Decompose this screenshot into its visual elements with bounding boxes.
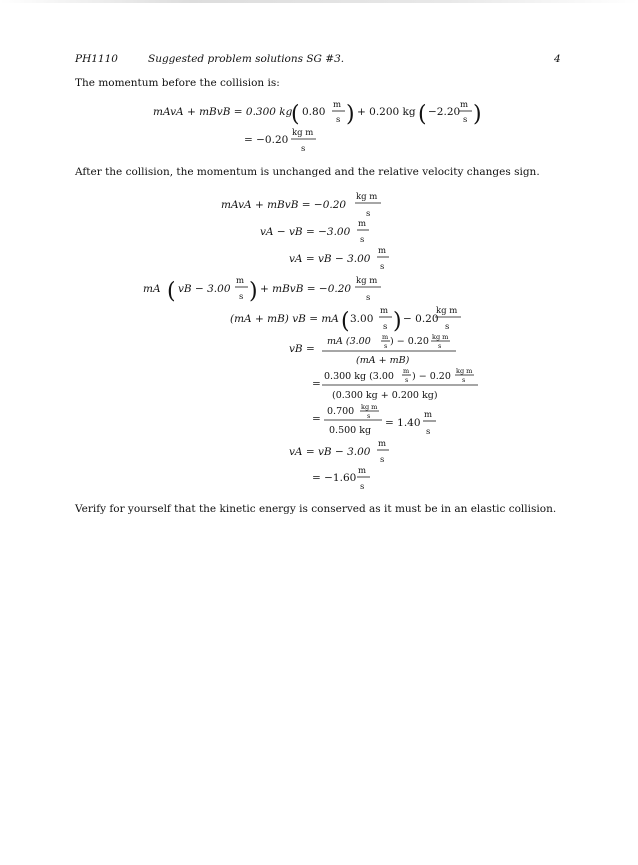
e7-num-a: 0.300 kg (3.00 (324, 371, 394, 382)
eq-va-expression: vA = vB − 3.00 (289, 253, 371, 265)
e8-unit-m: m (424, 410, 433, 420)
e1-unit-s: s (366, 209, 371, 219)
document-title: Suggested problem solutions SG #3. (148, 53, 345, 65)
e8-num: 0.700 (327, 406, 355, 417)
e7-num-b: ) − 0.20 (412, 371, 451, 382)
e3-unit-s: s (380, 262, 385, 272)
page-number: 4 (554, 53, 561, 65)
e9-va: vA = vB − 3.00 (289, 446, 371, 458)
eq1-paren2-close: ) (473, 102, 482, 127)
eq1-res-unit-s: s (301, 144, 306, 154)
momentum-before-equation (153, 100, 482, 154)
eq-relative-velocity: vA − vB = −3.00 (260, 226, 351, 238)
e4-paren-open: ( (167, 279, 176, 304)
e3-unit-m: m (378, 246, 387, 256)
e8-result: = 1.40 (385, 417, 421, 429)
e8-eq: = (312, 413, 321, 425)
e4-rest: + mBvB = −0.20 (260, 283, 352, 295)
e8-unit-kgm: kg m (361, 403, 378, 411)
e5-lhs: (mA + mB) vB = mA (230, 313, 339, 325)
eq1-plus: + 0.200 kg (357, 106, 416, 118)
eq-momentum-after: mAvA + mBvB = −0.20 (221, 199, 347, 211)
e7-unit-kgm: kg m (456, 367, 473, 375)
e4-ma: mA (143, 283, 161, 295)
e6-unit-m: m (382, 333, 389, 341)
e10-unit-m: m (358, 466, 367, 476)
eq1-unit2-m: m (460, 100, 469, 110)
e6-unit-s2: s (438, 342, 442, 350)
e6-lhs: vB = (289, 343, 315, 355)
e6-den: (mA + mB) (356, 355, 410, 366)
e5-rest: − 0.20 (403, 313, 439, 325)
e10-unit-s: s (360, 482, 365, 492)
e4-vb: vB − 3.00 (178, 283, 231, 295)
e8-unit-s: s (367, 412, 371, 420)
e4-unit-s2: s (366, 293, 371, 303)
e5-paren-open: ( (341, 309, 350, 334)
e8-unit-s2: s (426, 427, 431, 437)
eq1-paren-close: ) (346, 102, 355, 127)
e9-unit-s: s (380, 455, 385, 465)
eq1-unit2-s: s (463, 115, 468, 125)
e2-unit-m: m (358, 219, 367, 229)
after-collision-text: After the collision, the momentum is unchanged and the relative velocity changes sign. (75, 166, 540, 178)
e6-num-b: ) − 0.20 (390, 336, 429, 347)
eq1-result: = −0.20 (244, 134, 289, 146)
e7-den: (0.300 kg + 0.200 kg) (332, 390, 438, 401)
e7-unit-s: s (405, 376, 409, 384)
e5-unit-s: s (383, 322, 388, 332)
e7-eq: = (312, 378, 321, 390)
e5-paren-close: ) (393, 309, 402, 334)
e4-unit-m: m (236, 276, 245, 286)
verify-text: Verify for yourself that the kinetic energy is conserved as it must be in an elastic collision. (75, 503, 557, 515)
e5-unit-m: m (380, 306, 389, 316)
e4-unit-kgm: kg m (356, 276, 378, 286)
eq1-unit-s: s (336, 115, 341, 125)
e6-unit-kgm: kg m (432, 333, 449, 341)
e9-unit-m: m (378, 439, 387, 449)
solution-equation-block (143, 192, 478, 492)
eq1-lhs: mAvA + mBvB = 0.300 kg (153, 106, 293, 118)
e7-unit-m: m (403, 367, 410, 375)
e4-paren-close: ) (249, 279, 258, 304)
e4-unit-s: s (239, 292, 244, 302)
e6-num-a: mA (3.00 (327, 336, 371, 347)
course-code: PH1110 (75, 53, 118, 65)
eq1-v1: 0.80 (302, 106, 326, 118)
e5-num: 3.00 (350, 313, 374, 325)
e2-unit-s: s (360, 235, 365, 245)
e5-unit-kgm: kg m (436, 306, 458, 316)
eq1-unit-kgm: kg m (292, 128, 314, 138)
eq1-unit-m: m (333, 100, 342, 110)
eq1-paren-open: ( (291, 102, 300, 127)
intro-text: The momentum before the collision is: (75, 77, 280, 89)
e1-unit-kgm: kg m (356, 192, 378, 202)
e6-unit-s: s (384, 342, 388, 350)
eq1-paren2-open: ( (418, 102, 427, 127)
e7-unit-s2: s (462, 376, 466, 384)
e5-unit-s2: s (445, 322, 450, 332)
e8-den: 0.500 kg (329, 425, 372, 436)
e10-result: = −1.60 (312, 472, 357, 484)
eq1-v2: −2.20 (428, 106, 461, 118)
